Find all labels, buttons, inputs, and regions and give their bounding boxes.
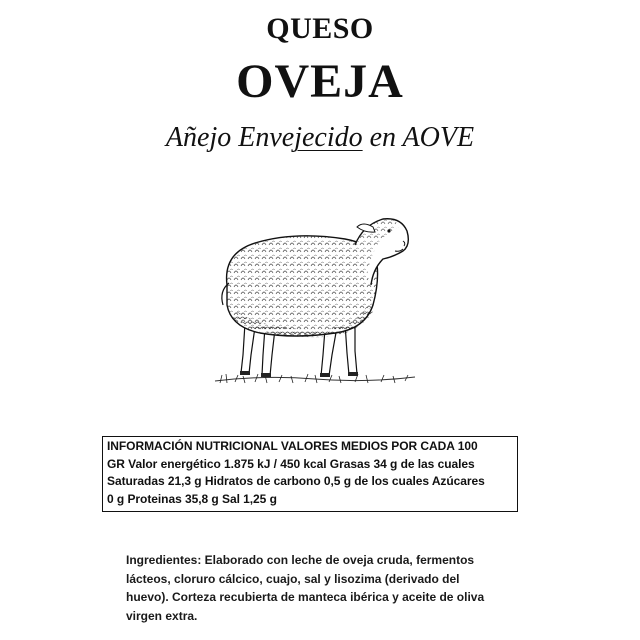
ingredients-text	[126, 551, 526, 625]
product-subtitle	[0, 122, 640, 154]
subtitle-part-2: en AOVE	[362, 122, 475, 153]
ingredients-line: huevo). Corteza recubierta de manteca ibérica y aceite de oliva	[126, 590, 485, 604]
nutrition-info-box	[102, 436, 518, 512]
nutrition-line: Saturadas 21,3 g Hidratos de carbono 0,5 g de los cuales Azúcares	[107, 474, 485, 488]
nutrition-line: INFORMACIÓN NUTRICIONAL VALORES MEDIOS POR CADA 100	[107, 439, 478, 453]
product-type-heading: QUESO	[266, 12, 374, 45]
nutrition-line: 0 g Proteinas 35,8 g Sal 1,25 g	[107, 491, 277, 506]
nutrition-line: GR Valor energético 1.875 kJ / 450 kcal Grasas 34 g de las cuales	[107, 456, 475, 471]
subtitle-part-1: Añejo Enve	[165, 122, 295, 153]
ingredients-line: lácteos, cloruro cálcico, cuajo, sal y lisozima (derivado del	[126, 571, 460, 586]
product-name-heading: OVEJA	[236, 55, 404, 108]
subtitle-underlined-part: jecido	[294, 122, 363, 153]
sheep-illustration	[205, 205, 420, 390]
ingredients-line: virgen extra.	[126, 608, 198, 623]
ingredients-line: Ingredientes: Elaborado con leche de oveja cruda, fermentos	[126, 553, 475, 567]
sheep-icon	[205, 205, 420, 390]
